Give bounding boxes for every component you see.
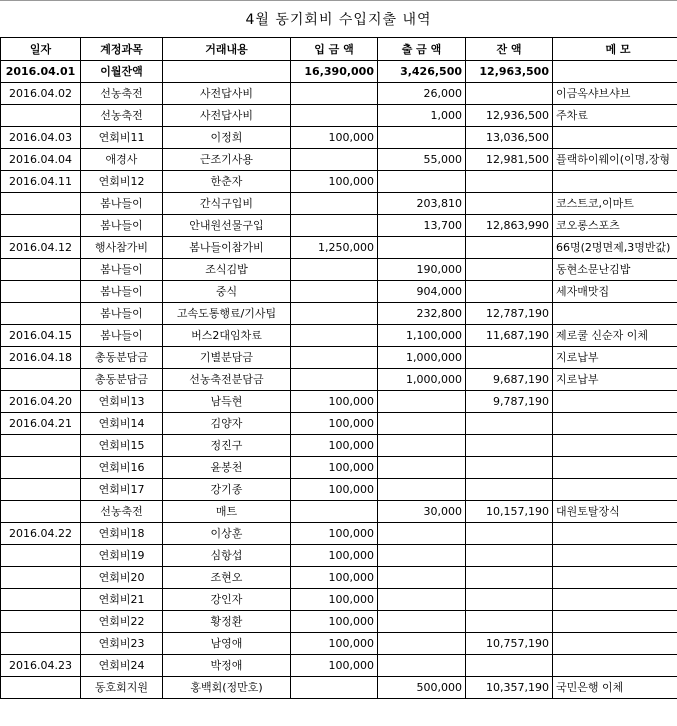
cell-memo[interactable] [553,567,677,589]
cell-income[interactable]: 100,000 [291,391,378,413]
cell-memo[interactable]: 지로납부 [553,369,677,391]
cell-description[interactable]: 사전답사비 [163,83,291,105]
cell-income[interactable] [291,215,378,237]
table-row [1,391,677,413]
header-date[interactable]: 일자 [1,38,81,61]
cell-income[interactable]: 1,250,000 [291,237,378,259]
cell-account[interactable]: 연회비14 [81,413,163,435]
cell-memo[interactable]: 이금옥샤브샤브 [553,83,677,105]
cell-income[interactable] [291,347,378,369]
table-row [1,281,677,303]
cell-income[interactable] [291,105,378,127]
table-row [1,105,677,127]
cell-balance[interactable]: 9,787,190 [466,391,553,413]
cell-income[interactable]: 100,000 [291,589,378,611]
cell-date[interactable]: 2016.04.12 [1,237,81,259]
cell-expense[interactable] [378,589,466,611]
cell-income[interactable] [291,281,378,303]
cell-date[interactable] [1,677,81,699]
cell-date[interactable]: 2016.04.21 [1,413,81,435]
table-row [1,677,677,699]
cell-expense[interactable] [378,479,466,501]
cell-expense[interactable] [378,127,466,149]
table-row [1,545,677,567]
cell-expense[interactable] [378,413,466,435]
cell-balance[interactable] [466,655,553,677]
cell-description[interactable]: 근조기사용 [163,149,291,171]
cell-date[interactable]: 2016.04.18 [1,347,81,369]
table-row [1,479,677,501]
cell-balance[interactable]: 10,757,190 [466,633,553,655]
cell-account[interactable]: 연회비19 [81,545,163,567]
cell-expense[interactable] [378,545,466,567]
cell-expense[interactable] [378,457,466,479]
cell-expense[interactable]: 203,810 [378,193,466,215]
cell-balance[interactable] [466,281,553,303]
cell-description[interactable]: 조식김밥 [163,259,291,281]
cell-balance[interactable] [466,589,553,611]
cell-expense[interactable]: 904,000 [378,281,466,303]
table-row [1,149,677,171]
cell-income[interactable] [291,259,378,281]
cell-expense[interactable]: 232,800 [378,303,466,325]
cell-memo[interactable] [553,479,677,501]
table-row [1,215,677,237]
cell-description[interactable]: 사전답사비 [163,105,291,127]
table-row [1,171,677,193]
cell-balance[interactable]: 12,963,500 [466,61,553,83]
cell-income[interactable]: 100,000 [291,413,378,435]
cell-description[interactable]: 이상훈 [163,523,291,545]
cell-description[interactable]: 매트 [163,501,291,523]
cell-date[interactable] [1,545,81,567]
cell-date[interactable] [1,215,81,237]
cell-date[interactable] [1,435,81,457]
cell-income[interactable]: 100,000 [291,545,378,567]
cell-balance[interactable]: 13,036,500 [466,127,553,149]
cell-date[interactable]: 2016.04.23 [1,655,81,677]
cell-balance[interactable] [466,259,553,281]
header-expense[interactable]: 출 금 액 [378,38,466,61]
cell-expense[interactable] [378,237,466,259]
cell-account[interactable]: 선농축전 [81,83,163,105]
table-row [1,611,677,633]
cell-description[interactable]: 조현오 [163,567,291,589]
table-row [1,127,677,149]
cell-account[interactable]: 총동분담금 [81,369,163,391]
cell-description[interactable]: 안내원선물구입 [163,215,291,237]
cell-expense[interactable]: 1,000,000 [378,347,466,369]
cell-income[interactable]: 100,000 [291,655,378,677]
cell-expense[interactable]: 1,000,000 [378,369,466,391]
cell-expense[interactable]: 1,100,000 [378,325,466,347]
cell-income[interactable]: 100,000 [291,127,378,149]
sheet-title: 4월 동기회비 수입지출 내역 [0,0,677,37]
cell-account[interactable]: 동호회지원 [81,677,163,699]
cell-memo[interactable] [553,413,677,435]
cell-expense[interactable]: 500,000 [378,677,466,699]
cell-account[interactable]: 연회비21 [81,589,163,611]
cell-balance[interactable] [466,193,553,215]
cell-expense[interactable]: 26,000 [378,83,466,105]
cell-memo[interactable] [553,655,677,677]
cell-expense[interactable]: 55,000 [378,149,466,171]
cell-balance[interactable] [466,457,553,479]
table-row [1,655,677,677]
table-row [1,193,677,215]
cell-date[interactable] [1,567,81,589]
cell-account[interactable]: 연회비11 [81,127,163,149]
cell-account[interactable]: 총동분담금 [81,347,163,369]
cell-balance[interactable] [466,237,553,259]
cell-description[interactable]: 김양자 [163,413,291,435]
cell-memo[interactable]: 주차료 [553,105,677,127]
cell-balance[interactable]: 12,981,500 [466,149,553,171]
cell-description[interactable]: 중식 [163,281,291,303]
cell-description[interactable]: 남득현 [163,391,291,413]
ledger-body [1,61,677,699]
cell-memo[interactable]: 지로납부 [553,347,677,369]
cell-income[interactable] [291,303,378,325]
cell-date[interactable] [1,193,81,215]
cell-balance[interactable] [466,413,553,435]
table-row [1,325,677,347]
cell-balance[interactable]: 12,787,190 [466,303,553,325]
cell-account[interactable]: 선농축전 [81,501,163,523]
cell-date[interactable] [1,105,81,127]
cell-expense[interactable] [378,523,466,545]
cell-description[interactable]: 윤봉천 [163,457,291,479]
cell-account[interactable]: 연회비20 [81,567,163,589]
header-memo[interactable]: 메 모 [553,38,677,61]
cell-expense[interactable]: 190,000 [378,259,466,281]
header-balance[interactable]: 잔 액 [466,38,553,61]
cell-income[interactable] [291,369,378,391]
cell-account[interactable]: 이월잔액 [81,61,163,83]
cell-income[interactable]: 100,000 [291,479,378,501]
cell-memo[interactable]: 66명(2명면제,3명반값) [553,237,677,259]
table-row [1,369,677,391]
cell-description[interactable]: 봄나들이참가비 [163,237,291,259]
cell-account[interactable]: 연회비23 [81,633,163,655]
table-row [1,633,677,655]
table-row [1,61,677,83]
cell-description[interactable]: 한춘자 [163,171,291,193]
cell-account[interactable]: 연회비18 [81,523,163,545]
cell-balance[interactable]: 12,936,500 [466,105,553,127]
table-row [1,237,677,259]
cell-income[interactable]: 100,000 [291,457,378,479]
cell-balance[interactable]: 12,863,990 [466,215,553,237]
cell-account[interactable]: 봄나들이 [81,325,163,347]
cell-memo[interactable]: 국민은행 이체 [553,677,677,699]
cell-description[interactable]: 심항섭 [163,545,291,567]
cell-account[interactable]: 봄나들이 [81,303,163,325]
cell-description[interactable]: 황정환 [163,611,291,633]
cell-date[interactable] [1,589,81,611]
cell-income[interactable]: 16,390,000 [291,61,378,83]
header-row [1,38,677,61]
cell-memo[interactable] [553,127,677,149]
cell-date[interactable]: 2016.04.15 [1,325,81,347]
cell-date[interactable] [1,369,81,391]
cell-date[interactable]: 2016.04.03 [1,127,81,149]
cell-balance[interactable] [466,435,553,457]
cell-balance[interactable] [466,347,553,369]
cell-balance[interactable] [466,567,553,589]
cell-account[interactable]: 봄나들이 [81,259,163,281]
cell-date[interactable] [1,281,81,303]
cell-account[interactable]: 연회비22 [81,611,163,633]
cell-account[interactable]: 선농축전 [81,105,163,127]
cell-description[interactable]: 남영애 [163,633,291,655]
cell-date[interactable] [1,303,81,325]
cell-income[interactable]: 100,000 [291,171,378,193]
cell-date[interactable] [1,501,81,523]
cell-balance[interactable] [466,479,553,501]
cell-balance[interactable]: 9,687,190 [466,369,553,391]
cell-memo[interactable] [553,611,677,633]
cell-account[interactable]: 연회비17 [81,479,163,501]
cell-description[interactable]: 간식구입비 [163,193,291,215]
cell-account[interactable]: 애경사 [81,149,163,171]
cell-memo[interactable]: 코스트코,이마트 [553,193,677,215]
table-row [1,347,677,369]
cell-memo[interactable] [553,435,677,457]
cell-description[interactable]: 고속도통행료/기사팁 [163,303,291,325]
table-row [1,83,677,105]
cell-account[interactable]: 연회비16 [81,457,163,479]
cell-income[interactable]: 100,000 [291,611,378,633]
cell-memo[interactable]: 플랙하이웨이(이명,장형 [553,149,677,171]
header-account[interactable]: 계정과목 [81,38,163,61]
cell-income[interactable]: 100,000 [291,567,378,589]
table-row [1,303,677,325]
cell-account[interactable]: 연회비12 [81,171,163,193]
cell-expense[interactable]: 1,000 [378,105,466,127]
cell-date[interactable] [1,479,81,501]
cell-account[interactable]: 연회비24 [81,655,163,677]
cell-description[interactable]: 박정애 [163,655,291,677]
cell-expense[interactable] [378,391,466,413]
cell-balance[interactable] [466,611,553,633]
cell-description[interactable]: 선농축전분담금 [163,369,291,391]
cell-income[interactable] [291,193,378,215]
cell-description[interactable]: 버스2대임차료 [163,325,291,347]
cell-date[interactable]: 2016.04.11 [1,171,81,193]
cell-date[interactable] [1,633,81,655]
cell-date[interactable]: 2016.04.04 [1,149,81,171]
cell-memo[interactable] [553,545,677,567]
cell-memo[interactable] [553,303,677,325]
cell-account[interactable]: 봄나들이 [81,215,163,237]
cell-account[interactable]: 봄나들이 [81,193,163,215]
cell-expense[interactable]: 3,426,500 [378,61,466,83]
cell-income[interactable] [291,149,378,171]
cell-memo[interactable] [553,633,677,655]
cell-balance[interactable] [466,545,553,567]
cell-memo[interactable] [553,171,677,193]
cell-income[interactable]: 100,000 [291,523,378,545]
cell-account[interactable]: 연회비15 [81,435,163,457]
cell-memo[interactable] [553,589,677,611]
cell-balance[interactable] [466,523,553,545]
table-row [1,457,677,479]
cell-balance[interactable]: 10,357,190 [466,677,553,699]
cell-description[interactable] [163,61,291,83]
table-row [1,523,677,545]
cell-description[interactable]: 기별분담금 [163,347,291,369]
cell-description[interactable]: 강기종 [163,479,291,501]
cell-account[interactable]: 행사참가비 [81,237,163,259]
cell-account[interactable]: 연회비13 [81,391,163,413]
cell-date[interactable] [1,259,81,281]
cell-balance[interactable] [466,83,553,105]
table-row [1,435,677,457]
cell-memo[interactable]: 대원토탈장식 [553,501,677,523]
table-row [1,589,677,611]
cell-description[interactable]: 이정희 [163,127,291,149]
table-row [1,501,677,523]
cell-expense[interactable] [378,655,466,677]
cell-income[interactable] [291,325,378,347]
cell-date[interactable]: 2016.04.22 [1,523,81,545]
table-row [1,259,677,281]
cell-balance[interactable] [466,171,553,193]
cell-balance[interactable]: 10,157,190 [466,501,553,523]
table-row [1,413,677,435]
cell-memo[interactable] [553,523,677,545]
cell-account[interactable]: 봄나들이 [81,281,163,303]
cell-date[interactable] [1,611,81,633]
cell-income[interactable] [291,677,378,699]
cell-description[interactable]: 홍백회(정만호) [163,677,291,699]
cell-income[interactable]: 100,000 [291,633,378,655]
cell-description[interactable]: 정진구 [163,435,291,457]
cell-memo[interactable]: 코오롱스포츠 [553,215,677,237]
cell-expense[interactable] [378,633,466,655]
cell-expense[interactable] [378,567,466,589]
cell-memo[interactable]: 동현소문난김밥 [553,259,677,281]
cell-date[interactable] [1,457,81,479]
cell-income[interactable] [291,501,378,523]
header-income[interactable]: 입 금 액 [291,38,378,61]
cell-income[interactable]: 100,000 [291,435,378,457]
cell-description[interactable]: 강인자 [163,589,291,611]
table-row [1,567,677,589]
cell-expense[interactable] [378,611,466,633]
cell-memo[interactable]: 세자매맛집 [553,281,677,303]
cell-date[interactable]: 2016.04.20 [1,391,81,413]
cell-expense[interactable] [378,435,466,457]
cell-income[interactable] [291,83,378,105]
cell-memo[interactable]: 제로쿨 신순자 이체 [553,325,677,347]
ledger-table [0,37,677,699]
cell-memo[interactable] [553,457,677,479]
cell-date[interactable]: 2016.04.02 [1,83,81,105]
cell-date[interactable]: 2016.04.01 [1,61,81,83]
cell-expense[interactable]: 13,700 [378,215,466,237]
header-description[interactable]: 거래내용 [163,38,291,61]
cell-expense[interactable] [378,171,466,193]
cell-expense[interactable]: 30,000 [378,501,466,523]
cell-memo[interactable] [553,391,677,413]
cell-memo[interactable] [553,61,677,83]
cell-balance[interactable]: 11,687,190 [466,325,553,347]
